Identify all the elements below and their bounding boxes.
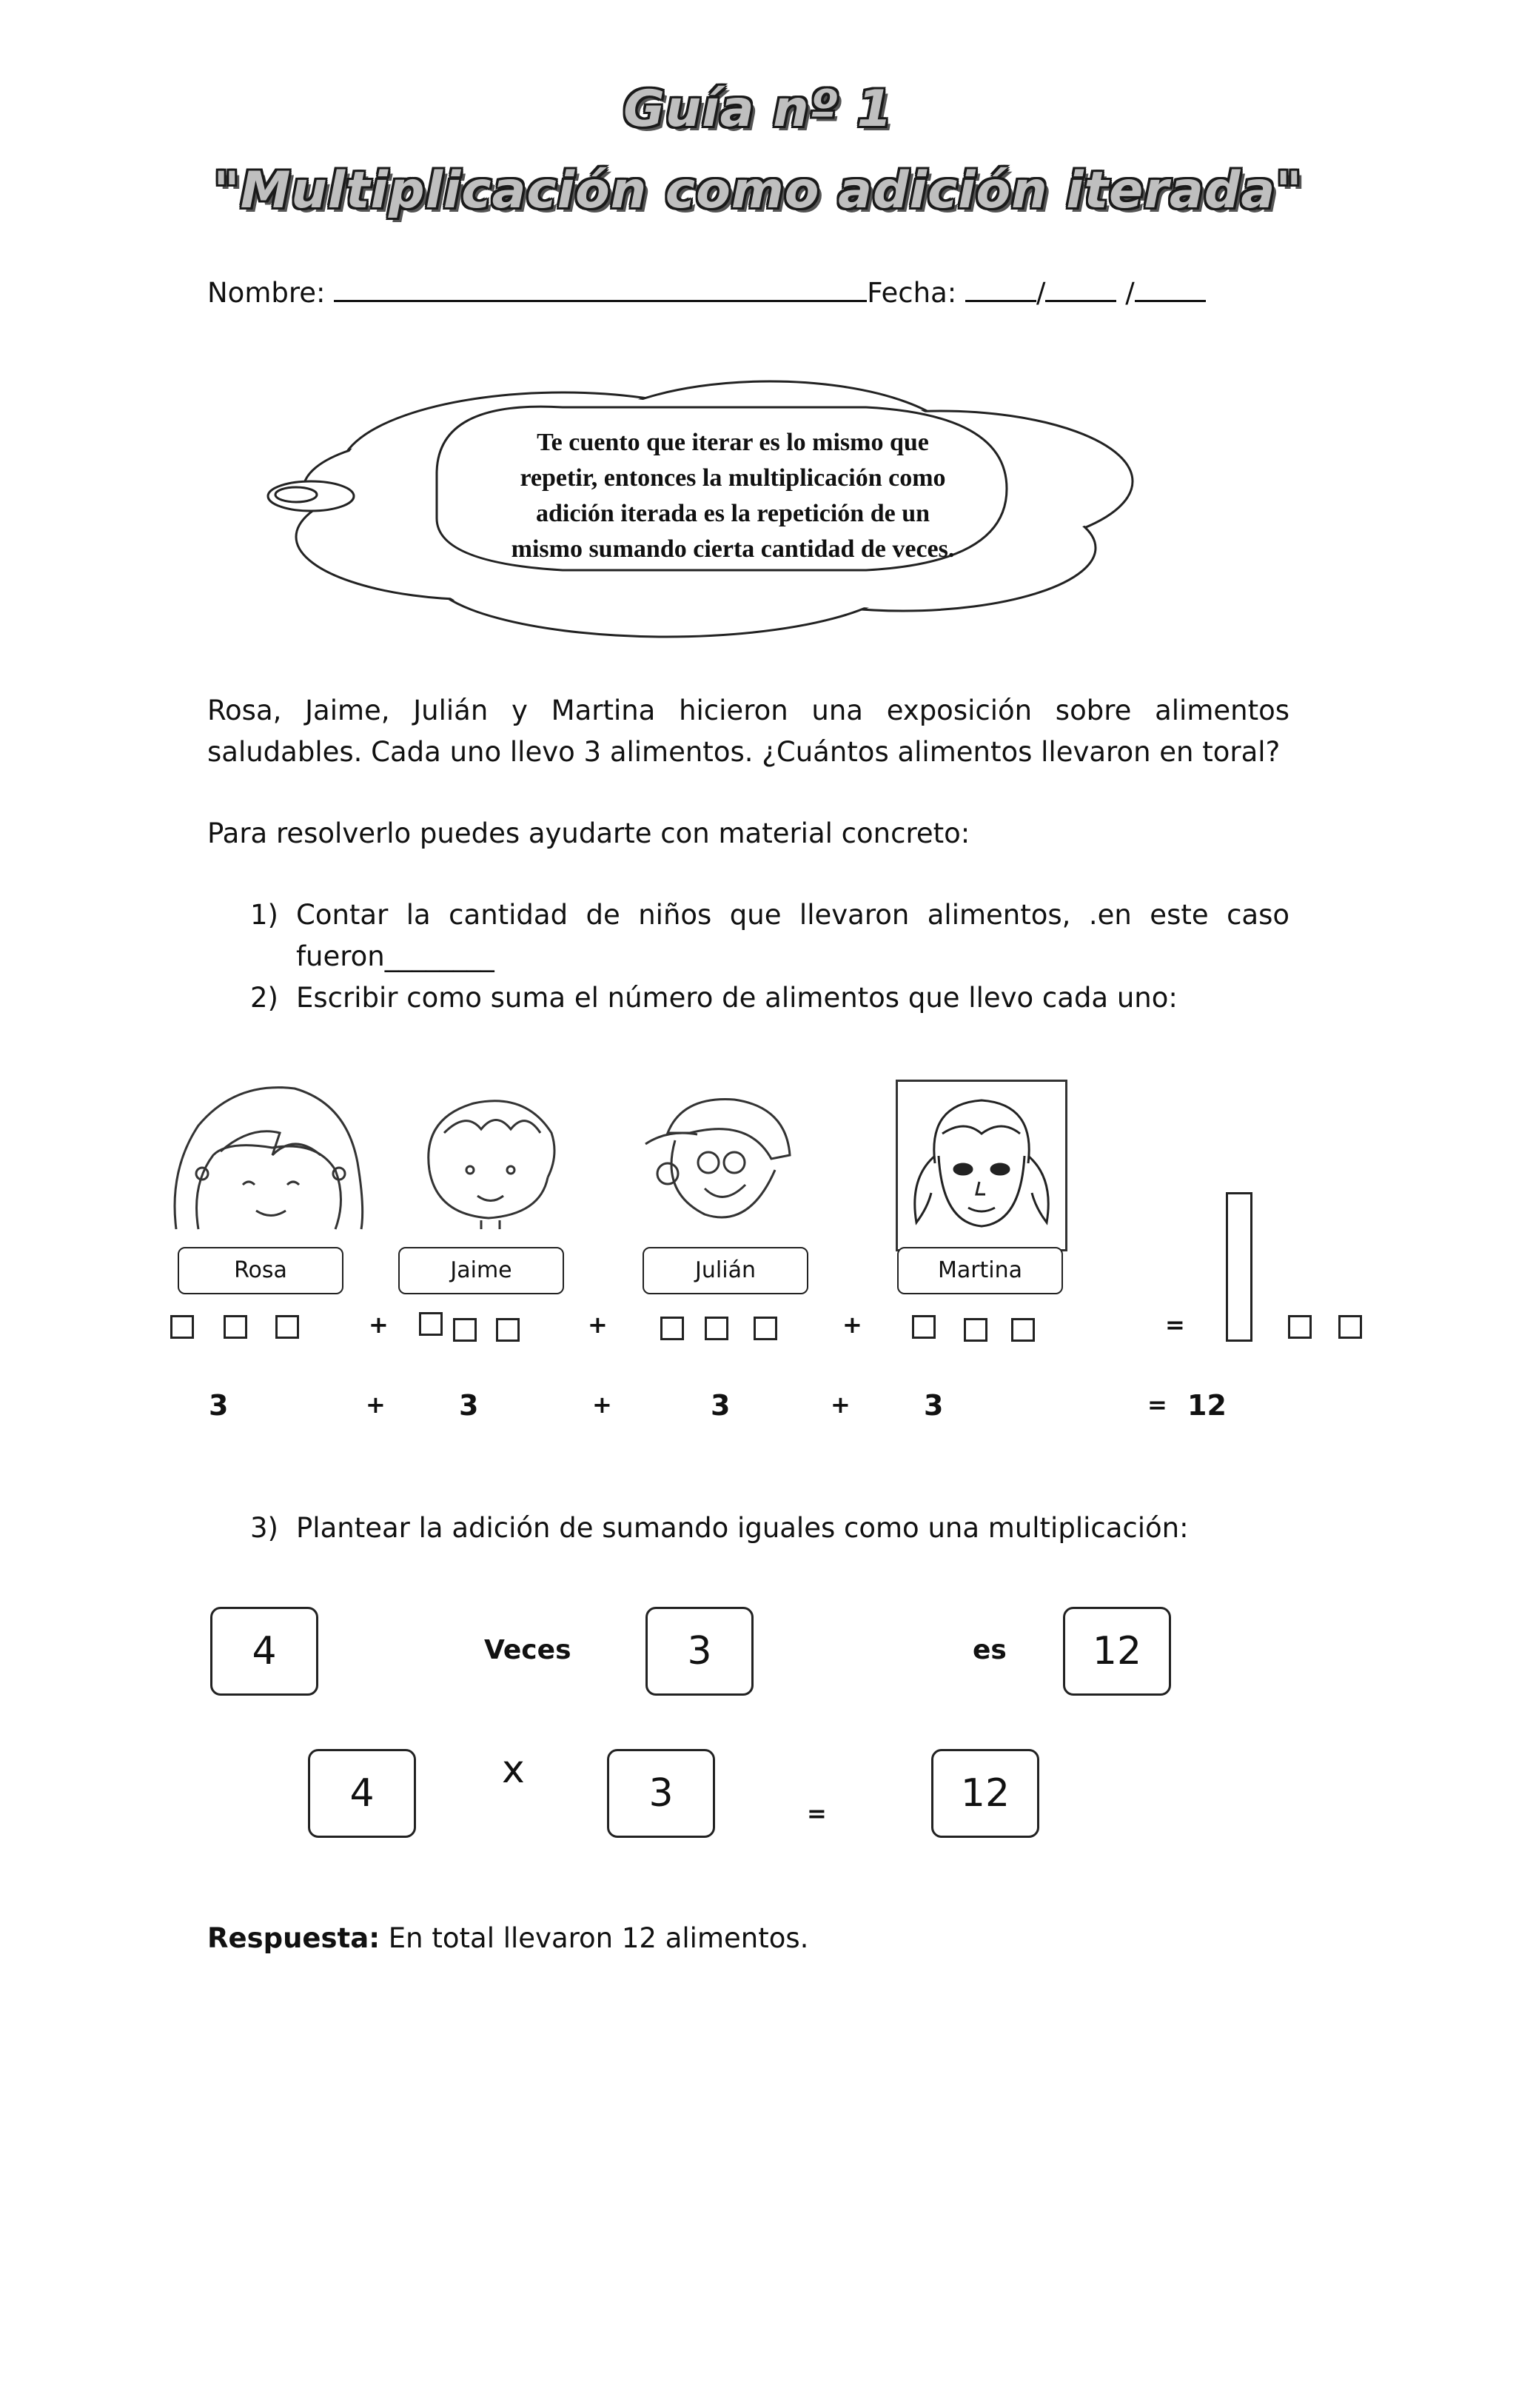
sum-term: 3 [924,1389,944,1422]
counter-square [275,1315,299,1339]
es-word: es [973,1635,1007,1665]
sum-term: 3 [711,1389,731,1422]
answer-line [207,1918,808,1959]
counter-square [1288,1315,1312,1339]
step-number: 3) [250,1512,278,1544]
problem-line-2: saludables. Cada uno llevo 3 alimentos. ¿Cuántos alimentos llevaron en toral? [207,736,1281,768]
counter-square [1011,1318,1035,1342]
plus-sign: + [592,1391,612,1419]
name-box-martina: Martina [897,1247,1063,1294]
girl-pigtails-face-illustration [898,1082,1065,1249]
worksheet-title: Guía nº 1 [623,80,893,138]
value-box-12[interactable]: 12 [931,1749,1039,1838]
counter-square [1338,1315,1362,1339]
value-box-4[interactable]: 4 [210,1607,318,1696]
date-separator: / [1125,277,1135,309]
bubble-line: mismo sumando cierta cantidad de veces. [511,535,955,563]
counter-square [660,1317,684,1340]
counter-square [453,1318,477,1342]
worksheet-subtitle: "Multiplicación como adición iterada" [213,161,1303,220]
girl-face-illustration [169,1081,369,1237]
day-blank[interactable] [965,278,1036,302]
step-2-line: Escribir como suma el número de alimentos que llevo cada uno: [296,982,1178,1014]
veces-word: Veces [484,1635,571,1665]
plus-sign: + [831,1391,851,1419]
counter-square [496,1318,520,1342]
counter-square [964,1318,987,1342]
thought-bubble-text [452,425,1014,567]
step-1-line-2: fueron________ [296,940,494,972]
name-label: Nombre: [207,277,326,309]
step-number: 2) [250,982,278,1014]
value-box-3[interactable]: 3 [607,1749,715,1838]
equals-sign: = [807,1799,827,1827]
name-date-line [207,272,1206,314]
sum-term: 3 [209,1389,229,1422]
step-number: 1) [250,899,278,931]
counter-square [170,1315,194,1339]
plus-sign: + [588,1311,608,1339]
counter-square [754,1317,777,1340]
name-blank[interactable] [334,278,867,302]
bubble-line: repetir, entonces la multiplicación como [520,464,946,492]
bubble-line: adición iterada es la repetición de un [535,500,930,527]
month-blank[interactable] [1045,278,1116,302]
year-blank[interactable] [1135,278,1206,302]
sum-term: 3 [459,1389,479,1422]
plus-sign: + [842,1311,862,1339]
times-sign: x [502,1748,525,1792]
value-box-3[interactable]: 3 [645,1607,754,1696]
equals-sign: = [1147,1391,1167,1419]
ten-bar [1226,1192,1252,1342]
counter-square [419,1312,443,1336]
sum-result: 12 [1187,1389,1227,1422]
date-label: Fecha: [867,277,957,309]
date-separator: / [1036,277,1046,309]
step-3-line: Plantear la adición de sumando iguales como una multiplicación: [296,1512,1189,1544]
name-box-rosa: Rosa [178,1247,343,1294]
name-box-julian: Julián [643,1247,808,1294]
bubble-line: Te cuento que iterar es lo mismo que [537,429,929,456]
boy-face-illustration [415,1088,563,1229]
counter-square [224,1315,247,1339]
answer-text: En total llevaron 12 alimentos. [388,1922,809,1954]
value-box-12[interactable]: 12 [1063,1607,1171,1696]
problem-line-1: Rosa, Jaime, Julián y Martina hicieron una exposición sobre alimentos [207,695,1289,726]
step-1-line-1: Contar la cantidad de niños que llevaron alimentos, .en este caso [296,899,1289,931]
martina-photo-frame [896,1080,1067,1251]
problem-hint: Para resolverlo puedes ayudarte con material concreto: [207,817,970,849]
value-box-4[interactable]: 4 [308,1749,416,1838]
equals-sign: = [1165,1311,1185,1339]
plus-sign: + [369,1311,389,1339]
plus-sign: + [366,1391,386,1419]
answer-label: Respuesta: [207,1922,380,1954]
name-box-jaime: Jaime [398,1247,564,1294]
counter-square [912,1315,936,1339]
counter-square [705,1317,728,1340]
cap-boy-face-illustration [638,1088,801,1233]
